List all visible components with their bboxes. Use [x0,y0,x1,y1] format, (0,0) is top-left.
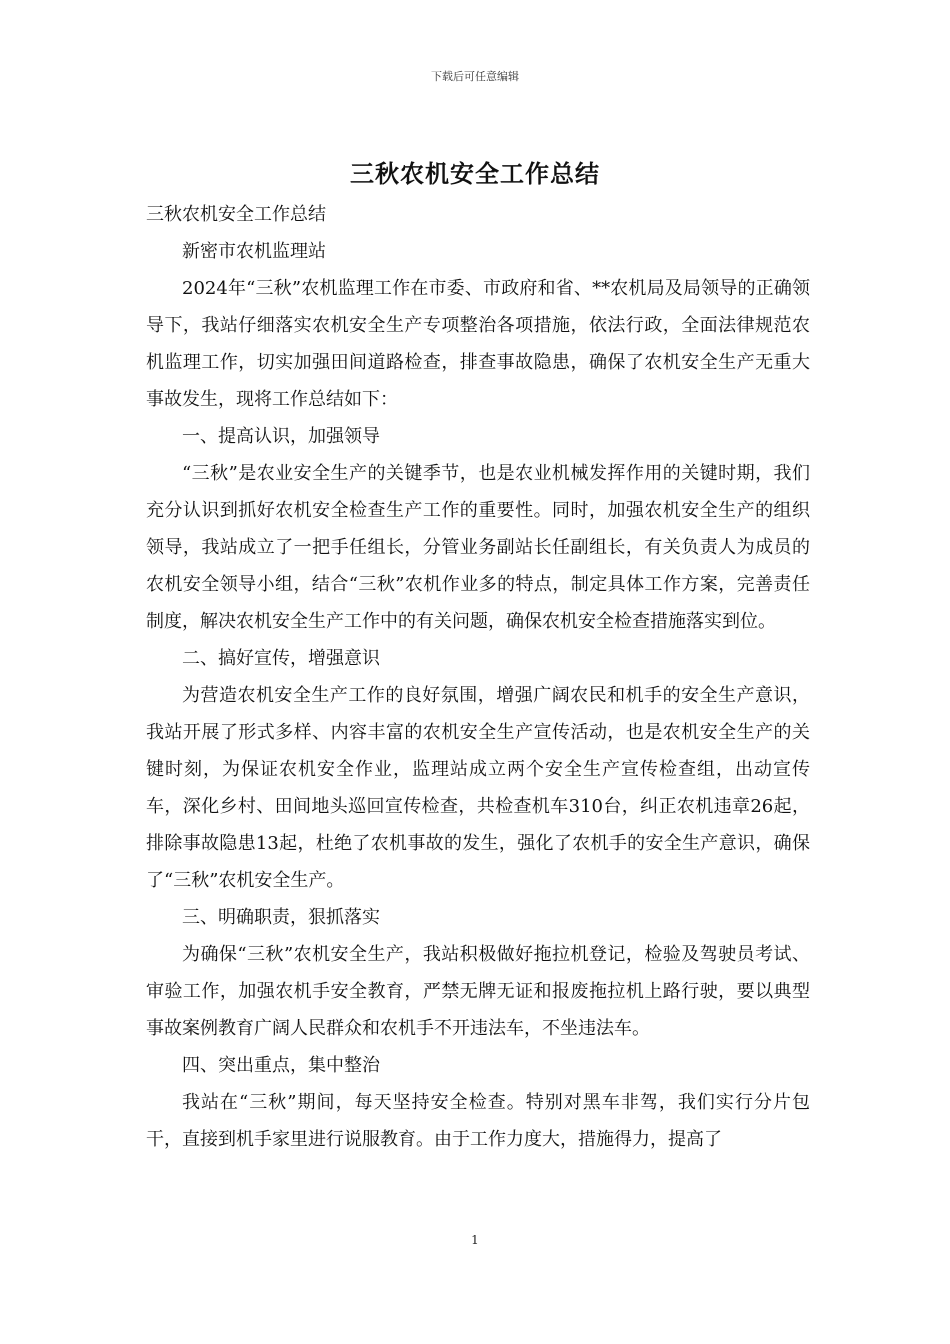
section-heading-3: 三、明确职责，狠抓落实 [182,907,380,928]
author-line: 新密市农机监理站 [182,241,326,262]
page-number: 1 [471,1233,479,1247]
section-paragraph-2: 为营造农机安全生产工作的良好氛围，增强广阔农民和机手的安全生产意识，我站开展了形式多样、内容丰富的农机安全生产宣传活动，也是农机安全生产的关键时刻，为保证农机安全作业，监理站成立两个安全生产宣传检查组，出动宣传车，深化乡村、田间地头巡回宣传检查，共检查机车310台，纠正农机违章26起，排除事故隐患13起，杜绝了农机事故的发生，强化了农机手的安全生产意识，确保了“三秋”农机安全生产。 [146,685,810,891]
header-note: 下载后可任意编辑 [431,70,519,83]
section-heading-1: 一、提高认识，加强领导 [182,426,380,447]
section-heading-4: 四、突出重点，集中整治 [182,1055,380,1076]
document-title: 三秋农机安全工作总结 [350,160,600,188]
section-paragraph-1: “三秋”是农业安全生产的关键季节，也是农业机械发挥作用的关键时期，我们充分认识到抓好农机安全检查生产工作的重要性。同时，加强农机安全生产的组织领导，我站成立了一把手任组长，分管业务副站长任副组长，有关负责人为成员的农机安全领导小组，结合“三秋”农机作业多的特点，制定具体工作方案，完善责任制度，解决农机安全生产工作中的有关问题，确保农机安全检查措施落实到位。 [146,463,810,632]
document-body [146,196,810,1158]
section-heading-2: 二、搞好宣传，增强意识 [182,648,380,669]
intro-paragraph: 2024年“三秋”农机监理工作在市委、市政府和省、**农机局及局领导的正确领导下，我站仔细落实农机安全生产专项整治各项措施，依法行政，全面法律规范农机监理工作，切实加强田间道路检查，排查事故隐患，确保了农机安全生产无重大事故发生，现将工作总结如下： [146,278,810,410]
section-paragraph-4: 我站在“三秋”期间，每天坚持安全检查。特别对黑车非驾，我们实行分片包干，直接到机手家里进行说服教育。由于工作力度大，措施得力，提高了 [146,1092,810,1150]
subtitle-line: 三秋农机安全工作总结 [146,204,326,225]
section-paragraph-3: 为确保“三秋”农机安全生产，我站积极做好拖拉机登记，检验及驾驶员考试、审验工作，加强农机手安全教育，严禁无牌无证和报废拖拉机上路行驶，要以典型事故案例教育广阔人民群众和农机手不开违法车，不坐违法车。 [146,944,810,1039]
